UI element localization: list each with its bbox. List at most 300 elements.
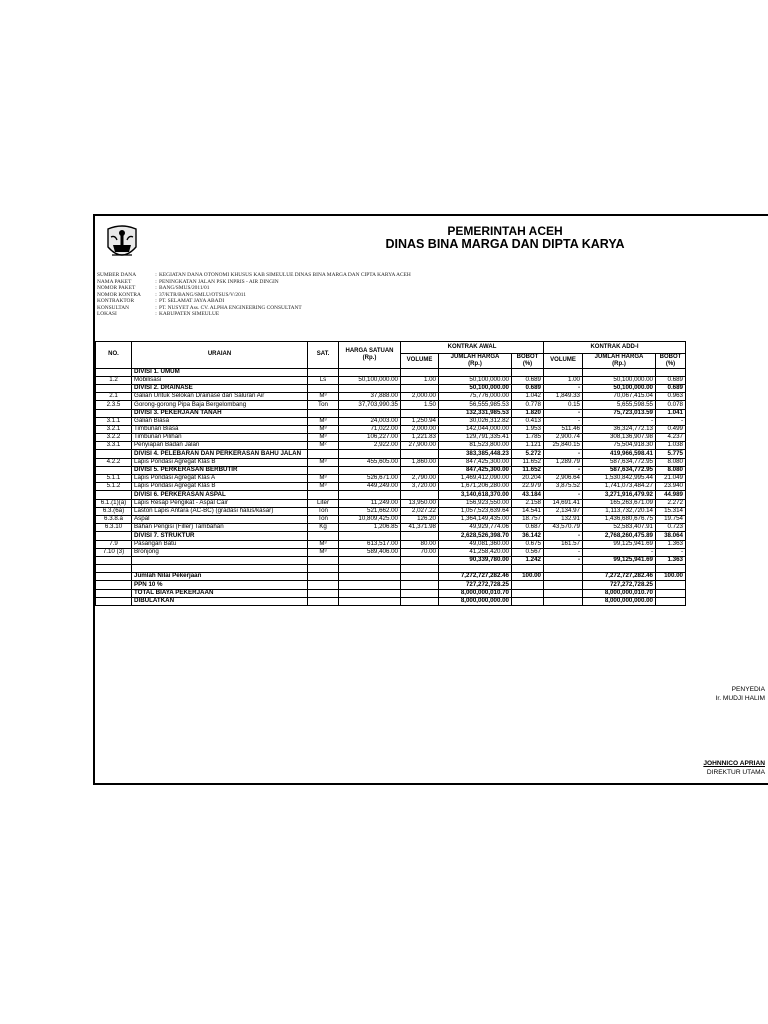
row-uraian-cell: DIVISI 5. PERKERASAN BERBUTIR bbox=[132, 466, 308, 474]
row-jumlah-awal-cell: 383,385,448.23 bbox=[439, 450, 512, 458]
row-uraian-cell: DIVISI 1. UMUM bbox=[132, 368, 308, 376]
row-jumlah-awal-cell: 56,555,985.53 bbox=[439, 401, 512, 409]
row-sat-cell: M² bbox=[308, 442, 339, 450]
row-uraian-cell: DIVISI 7. STRUKTUR bbox=[132, 532, 308, 540]
row-bobot-awal-cell: 14.541 bbox=[512, 507, 544, 515]
row-bobot-awal-cell: 43.184 bbox=[512, 491, 544, 499]
row-jumlah-add-cell: 75,504,918.30 bbox=[583, 442, 656, 450]
division-row bbox=[96, 368, 686, 376]
row-sat-cell bbox=[308, 532, 339, 540]
row-volume-add-cell: 2,134.97 bbox=[544, 507, 583, 515]
row-volume-add-cell: 132.91 bbox=[544, 515, 583, 523]
row-sat-cell bbox=[308, 384, 339, 392]
row-volume-awal-cell bbox=[401, 368, 439, 376]
division-row bbox=[96, 556, 686, 564]
row-jumlah-add-cell: 1,436,680,676.75 bbox=[583, 515, 656, 523]
row-volume-add-cell: 14,691.41 bbox=[544, 499, 583, 507]
row-volume-awal-cell bbox=[401, 556, 439, 564]
row-bobot-awal-cell: 11.652 bbox=[512, 458, 544, 466]
row-no-cell: 6.1.(1)(a) bbox=[96, 499, 132, 507]
row-volume-awal-cell bbox=[401, 589, 439, 597]
table-body bbox=[96, 368, 686, 605]
row-jumlah-add-cell: 587,634,772.95 bbox=[583, 458, 656, 466]
row-bobot-awal-cell: 5.272 bbox=[512, 450, 544, 458]
row-sat-cell: M³ bbox=[308, 458, 339, 466]
row-bobot-add-cell bbox=[656, 565, 686, 573]
row-no-cell: 3.1.1 bbox=[96, 417, 132, 425]
division-row bbox=[96, 491, 686, 499]
row-bobot-awal-cell: 0.689 bbox=[512, 376, 544, 384]
row-bobot-add-cell: 1.038 bbox=[656, 442, 686, 450]
row-no-cell bbox=[96, 450, 132, 458]
row-jumlah-awal-cell: 81,523,800.00 bbox=[439, 442, 512, 450]
row-jumlah-add-cell: 36,324,772.13 bbox=[583, 425, 656, 433]
division-row bbox=[96, 450, 686, 458]
row-jumlah-awal-cell bbox=[439, 565, 512, 573]
table-row bbox=[96, 393, 686, 401]
row-uraian-cell: DIVISI 2. DRAINASE bbox=[132, 384, 308, 392]
row-bobot-awal-cell: 20.204 bbox=[512, 475, 544, 483]
row-bobot-add-cell: - bbox=[656, 417, 686, 425]
header-bobot-label: BOBOT bbox=[659, 354, 682, 360]
row-volume-add-cell: 1,289.79 bbox=[544, 458, 583, 466]
row-jumlah-awal-cell: 75,776,000.00 bbox=[439, 393, 512, 401]
row-bobot-awal-cell bbox=[512, 581, 544, 589]
row-bobot-add-cell: 1.363 bbox=[656, 556, 686, 564]
row-bobot-add-cell: 38.064 bbox=[656, 532, 686, 540]
row-jumlah-add-cell: 727,272,728.25 bbox=[583, 581, 656, 589]
row-bobot-add-cell: 2.272 bbox=[656, 499, 686, 507]
table-row bbox=[96, 458, 686, 466]
row-bobot-add-cell: 0.499 bbox=[656, 425, 686, 433]
row-volume-awal-cell: 3,720.00 bbox=[401, 483, 439, 491]
row-jumlah-awal-cell bbox=[439, 368, 512, 376]
row-no-cell bbox=[96, 532, 132, 540]
row-bobot-awal-cell: 0.687 bbox=[512, 524, 544, 532]
row-sat-cell: M³ bbox=[308, 540, 339, 548]
row-uraian-cell: Penyiapan Badan Jalan bbox=[132, 442, 308, 450]
header-harga-satuan-unit: (Rp.) bbox=[362, 354, 377, 361]
row-no-cell bbox=[96, 589, 132, 597]
info-row: NOMOR KONTRA : 37/KTR/BANG/SMLU/OTSUS/V/2011 bbox=[97, 291, 246, 298]
signature-role: PENYEDIA bbox=[731, 686, 765, 693]
row-no-cell: 4.2.2 bbox=[96, 458, 132, 466]
table-row bbox=[96, 524, 686, 532]
row-harga-cell: 589,406.00 bbox=[339, 548, 401, 556]
row-no-cell bbox=[96, 581, 132, 589]
row-volume-awal-cell bbox=[401, 450, 439, 458]
row-bobot-awal-cell: 0.675 bbox=[512, 540, 544, 548]
signature-company: Ir. MUDJI HALIM bbox=[715, 695, 765, 702]
row-jumlah-add-cell: 587,634,772.95 bbox=[583, 466, 656, 474]
row-harga-cell: 37,703,990.35 bbox=[339, 401, 401, 409]
row-harga-cell: 449,249.00 bbox=[339, 483, 401, 491]
row-jumlah-awal-cell: 49,081,360.00 bbox=[439, 540, 512, 548]
row-volume-awal-cell bbox=[401, 384, 439, 392]
document-sheet bbox=[93, 214, 768, 785]
row-uraian-cell bbox=[132, 565, 308, 573]
row-bobot-add-cell: 8.080 bbox=[656, 466, 686, 474]
row-jumlah-awal-cell: 132,331,985.53 bbox=[439, 409, 512, 417]
row-uraian-cell: Lapis Pondasi Agregat Klas A bbox=[132, 475, 308, 483]
row-jumlah-awal-cell: 50,100,000.00 bbox=[439, 384, 512, 392]
row-jumlah-add-cell: 50,100,000.00 bbox=[583, 384, 656, 392]
row-jumlah-add-cell: - bbox=[583, 417, 656, 425]
info-value: PENINGKATAN JALAN PSK INPRIS - AIR DINGIN bbox=[159, 278, 279, 285]
row-sat-cell bbox=[308, 597, 339, 605]
row-bobot-add-cell bbox=[656, 581, 686, 589]
row-jumlah-add-cell: 419,966,598.41 bbox=[583, 450, 656, 458]
row-volume-add-cell bbox=[544, 581, 583, 589]
row-no-cell: 6.3.8.a bbox=[96, 515, 132, 523]
row-no-cell bbox=[96, 384, 132, 392]
row-bobot-awal-cell: 2.158 bbox=[512, 499, 544, 507]
row-bobot-add-cell: 0.078 bbox=[656, 401, 686, 409]
summary-row bbox=[96, 581, 686, 589]
row-bobot-add-cell: 19.754 bbox=[656, 515, 686, 523]
aceh-emblem-logo bbox=[104, 225, 140, 265]
header-jumlah-label: JUMLAH HARGA bbox=[450, 354, 500, 360]
row-bobot-awal-cell: 0.413 bbox=[512, 417, 544, 425]
row-uraian-cell: DIBULATKAN bbox=[132, 597, 308, 605]
row-harga-cell: 71,022.00 bbox=[339, 425, 401, 433]
row-uraian-cell: Jumlah Nilai Pekerjaan bbox=[132, 573, 308, 581]
row-jumlah-awal-cell: 2,628,526,398.70 bbox=[439, 532, 512, 540]
info-row: KONSULTAN : PT. NUSYET Ass. CV. ALPHA ENGINEERING CONSULTANT bbox=[97, 304, 302, 311]
row-jumlah-awal-cell: 847,425,300.00 bbox=[439, 458, 512, 466]
row-jumlah-awal-cell: 30,026,312.82 bbox=[439, 417, 512, 425]
header-volume: VOLUME bbox=[544, 354, 583, 369]
row-jumlah-awal-cell: 847,425,300.00 bbox=[439, 466, 512, 474]
row-sat-cell: Liter bbox=[308, 499, 339, 507]
row-no-cell: 3.2.1 bbox=[96, 425, 132, 433]
row-harga-cell bbox=[339, 532, 401, 540]
row-harga-cell bbox=[339, 589, 401, 597]
row-volume-awal-cell: 1.50 bbox=[401, 401, 439, 409]
row-jumlah-add-cell bbox=[583, 368, 656, 376]
row-volume-awal-cell bbox=[401, 597, 439, 605]
table-row bbox=[96, 417, 686, 425]
row-no-cell: 5.1.2 bbox=[96, 483, 132, 491]
row-volume-awal-cell bbox=[401, 466, 439, 474]
row-no-cell bbox=[96, 565, 132, 573]
row-uraian-cell: Bahan Pengisi (Filler) Tambahan bbox=[132, 524, 308, 532]
row-uraian-cell: Timbunan Biasa bbox=[132, 425, 308, 433]
division-row bbox=[96, 466, 686, 474]
row-jumlah-awal-cell: 49,929,774.06 bbox=[439, 524, 512, 532]
row-volume-add-cell bbox=[544, 589, 583, 597]
info-value: BANG/SMUS/2011/01 bbox=[159, 285, 210, 291]
row-volume-awal-cell bbox=[401, 565, 439, 573]
row-bobot-add-cell: 23.940 bbox=[656, 483, 686, 491]
row-sat-cell bbox=[308, 565, 339, 573]
header-kontrak-awal: KONTRAK AWAL bbox=[401, 342, 544, 354]
row-volume-add-cell: 1,849.33 bbox=[544, 393, 583, 401]
info-label: NOMOR PAKET bbox=[97, 285, 136, 291]
row-harga-cell bbox=[339, 409, 401, 417]
row-jumlah-awal-cell: 90,339,780.00 bbox=[439, 556, 512, 564]
info-label: NAMA PAKET bbox=[97, 278, 132, 285]
row-harga-cell bbox=[339, 491, 401, 499]
row-jumlah-awal-cell: 156,923,550.00 bbox=[439, 499, 512, 507]
table-row bbox=[96, 425, 686, 433]
row-volume-awal-cell bbox=[401, 532, 439, 540]
table-row bbox=[96, 499, 686, 507]
row-uraian-cell: DIVISI 3. PEKERJAAN TANAH bbox=[132, 409, 308, 417]
row-bobot-add-cell bbox=[656, 589, 686, 597]
row-sat-cell bbox=[308, 556, 339, 564]
header-bobot bbox=[512, 354, 544, 369]
row-jumlah-awal-cell: 1,671,206,280.00 bbox=[439, 483, 512, 491]
row-no-cell: 1.2 bbox=[96, 376, 132, 384]
row-jumlah-add-cell bbox=[583, 565, 656, 573]
row-volume-awal-cell bbox=[401, 409, 439, 417]
header-bobot-unit: (%) bbox=[665, 360, 676, 367]
row-uraian-cell: Pasangan Batu bbox=[132, 540, 308, 548]
row-harga-cell bbox=[339, 556, 401, 564]
row-sat-cell: M³ bbox=[308, 483, 339, 491]
division-row bbox=[96, 384, 686, 392]
row-volume-add-cell: 2,900.74 bbox=[544, 434, 583, 442]
row-jumlah-add-cell: 7,272,727,282.46 bbox=[583, 573, 656, 581]
row-sat-cell bbox=[308, 573, 339, 581]
header-volume: VOLUME bbox=[401, 354, 439, 369]
row-no-cell bbox=[96, 573, 132, 581]
row-no-cell: 5.1.1 bbox=[96, 475, 132, 483]
row-bobot-add-cell: 0.963 bbox=[656, 393, 686, 401]
row-volume-add-cell: - bbox=[544, 548, 583, 556]
row-uraian-cell: PPN 10 % bbox=[132, 581, 308, 589]
row-volume-awal-cell: 126.20 bbox=[401, 515, 439, 523]
info-value: 37/KTR/BANG/SMLU/OTSUS/V/2011 bbox=[159, 291, 246, 298]
row-sat-cell: Kg bbox=[308, 524, 339, 532]
row-volume-add-cell: 161.57 bbox=[544, 540, 583, 548]
row-volume-add-cell: 1.00 bbox=[544, 376, 583, 384]
table-row bbox=[96, 483, 686, 491]
row-harga-cell: 24,003.00 bbox=[339, 417, 401, 425]
row-uraian-cell: DIVISI 6. PERKERASAN ASPAL bbox=[132, 491, 308, 499]
table-row bbox=[96, 475, 686, 483]
info-row: LOKASI : KABUPATEN SIMEULUE bbox=[97, 311, 220, 317]
row-jumlah-awal-cell: 3,140,618,370.00 bbox=[439, 491, 512, 499]
row-harga-cell bbox=[339, 581, 401, 589]
row-volume-awal-cell: 2,027.22 bbox=[401, 507, 439, 515]
row-volume-awal-cell: 1,860.00 bbox=[401, 458, 439, 466]
row-uraian-cell: Mobilisasi bbox=[132, 376, 308, 384]
info-row: KONTRAKTOR : PT. SELAMAT JAYA ABADI bbox=[97, 298, 225, 304]
row-uraian-cell: Lapis Pondasi Agregat Klas B bbox=[132, 458, 308, 466]
row-harga-cell bbox=[339, 450, 401, 458]
row-sat-cell bbox=[308, 491, 339, 499]
row-no-cell: 2.3.5 bbox=[96, 401, 132, 409]
row-sat-cell: Ton bbox=[308, 515, 339, 523]
row-volume-awal-cell: 70.00 bbox=[401, 548, 439, 556]
row-bobot-awal-cell bbox=[512, 589, 544, 597]
row-sat-cell bbox=[308, 409, 339, 417]
header-uraian: URAIAN bbox=[132, 342, 308, 369]
signature-name: JOHNNICO APRIAN bbox=[703, 760, 765, 767]
table-row bbox=[96, 434, 686, 442]
row-volume-add-cell: 25,840.15 bbox=[544, 442, 583, 450]
header-kontrak-add: KONTRAK ADD-I bbox=[544, 342, 686, 354]
row-bobot-awal-cell: 1.242 bbox=[512, 556, 544, 564]
row-harga-cell bbox=[339, 384, 401, 392]
row-jumlah-add-cell: 165,263,671.09 bbox=[583, 499, 656, 507]
row-volume-add-cell: 0.15 bbox=[544, 401, 583, 409]
row-bobot-add-cell: 44.989 bbox=[656, 491, 686, 499]
row-volume-add-cell: 43,570.79 bbox=[544, 524, 583, 532]
table-row bbox=[96, 515, 686, 523]
row-jumlah-awal-cell: 1,364,149,435.00 bbox=[439, 515, 512, 523]
row-jumlah-add-cell: 5,655,598.55 bbox=[583, 401, 656, 409]
row-no-cell: 7.10 (3) bbox=[96, 548, 132, 556]
row-volume-add-cell: 3,875.52 bbox=[544, 483, 583, 491]
row-sat-cell bbox=[308, 589, 339, 597]
row-harga-cell: 50,100,000.00 bbox=[339, 376, 401, 384]
header-bobot-unit: (%) bbox=[522, 360, 533, 367]
row-volume-awal-cell: 1,250.94 bbox=[401, 417, 439, 425]
signature-title: DIREKTUR UTAMA bbox=[706, 769, 765, 776]
row-jumlah-add-cell: 70,067,415.04 bbox=[583, 393, 656, 401]
table-header bbox=[96, 342, 686, 369]
table-row bbox=[96, 442, 686, 450]
row-volume-awal-cell: 2,790.00 bbox=[401, 475, 439, 483]
row-jumlah-add-cell: 3,271,916,479.92 bbox=[583, 491, 656, 499]
row-bobot-awal-cell: 0.778 bbox=[512, 401, 544, 409]
row-no-cell bbox=[96, 368, 132, 376]
row-bobot-add-cell bbox=[656, 368, 686, 376]
row-jumlah-awal-cell: 1,057,523,639.64 bbox=[439, 507, 512, 515]
row-sat-cell bbox=[308, 450, 339, 458]
row-uraian-cell bbox=[132, 556, 308, 564]
row-sat-cell: M³ bbox=[308, 393, 339, 401]
info-row: NAMA PAKET : PENINGKATAN JALAN PSK INPRIS - AIR DINGIN bbox=[97, 278, 279, 285]
header-harga-satuan-label: HARGA SATUAN bbox=[345, 348, 394, 354]
info-value: KEGIATAN DANA OTONOMI KHUSUS KAB SIMEULUE DINAS BINA MARGA DAN CIPTA KARYA ACEH bbox=[159, 272, 411, 278]
division-row bbox=[96, 409, 686, 417]
row-volume-add-cell: - bbox=[544, 384, 583, 392]
row-volume-add-cell: - bbox=[544, 556, 583, 564]
row-jumlah-add-cell: 1,530,842,995.44 bbox=[583, 475, 656, 483]
row-volume-add-cell bbox=[544, 597, 583, 605]
row-jumlah-awal-cell: 727,272,728.25 bbox=[439, 581, 512, 589]
row-uraian-cell: Timbunan Pilihan bbox=[132, 434, 308, 442]
table-row bbox=[96, 540, 686, 548]
row-volume-awal-cell bbox=[401, 581, 439, 589]
row-sat-cell: M³ bbox=[308, 417, 339, 425]
table-row bbox=[96, 401, 686, 409]
info-row: SUMBER DANA : KEGIATAN DANA OTONOMI KHUSUS KAB SIMEULUE DINAS BINA MARGA DAN CIPTA KARYA ACEH bbox=[97, 272, 411, 278]
row-no-cell bbox=[96, 466, 132, 474]
row-volume-awal-cell: 2,000.00 bbox=[401, 425, 439, 433]
row-bobot-awal-cell: 1.785 bbox=[512, 434, 544, 442]
row-sat-cell: M³ bbox=[308, 434, 339, 442]
row-volume-awal-cell: 27,900.00 bbox=[401, 442, 439, 450]
row-sat-cell bbox=[308, 466, 339, 474]
header-bobot-label: BOBOT bbox=[516, 354, 539, 360]
row-bobot-add-cell: 21.049 bbox=[656, 475, 686, 483]
row-no-cell: 3.3.1 bbox=[96, 442, 132, 450]
header-jumlah-unit: (Rp.) bbox=[468, 360, 482, 367]
row-uraian-cell: Lapis Pondasi Agregat Klas B bbox=[132, 483, 308, 491]
row-bobot-awal-cell: 0.689 bbox=[512, 384, 544, 392]
row-bobot-add-cell: 0.689 bbox=[656, 376, 686, 384]
row-volume-add-cell bbox=[544, 368, 583, 376]
row-uraian-cell: Gorong-gorong Pipa Baja Bergelombang bbox=[132, 401, 308, 409]
summary-row bbox=[96, 589, 686, 597]
row-volume-add-cell: 2,906.64 bbox=[544, 475, 583, 483]
row-volume-awal-cell: 2,000.00 bbox=[401, 393, 439, 401]
row-jumlah-add-cell: 2,768,260,475.89 bbox=[583, 532, 656, 540]
row-jumlah-awal-cell: 8,000,000,000.00 bbox=[439, 597, 512, 605]
row-harga-cell bbox=[339, 573, 401, 581]
row-jumlah-awal-cell: 50,100,000.00 bbox=[439, 376, 512, 384]
row-harga-cell bbox=[339, 597, 401, 605]
row-no-cell: 7.9 bbox=[96, 540, 132, 548]
row-jumlah-awal-cell: 129,791,335.41 bbox=[439, 434, 512, 442]
row-sat-cell: Ton bbox=[308, 401, 339, 409]
row-volume-awal-cell: 13,950.00 bbox=[401, 499, 439, 507]
row-jumlah-awal-cell: 1,469,412,090.00 bbox=[439, 475, 512, 483]
row-bobot-awal-cell: 11.652 bbox=[512, 466, 544, 474]
row-jumlah-add-cell: 52,583,407.91 bbox=[583, 524, 656, 532]
header-jumlah-harga bbox=[439, 354, 512, 369]
row-jumlah-add-cell: 8,000,000,010.70 bbox=[583, 589, 656, 597]
row-bobot-awal-cell bbox=[512, 565, 544, 573]
row-bobot-add-cell: 1.041 bbox=[656, 409, 686, 417]
row-sat-cell: Ton bbox=[308, 507, 339, 515]
row-sat-cell: Ls bbox=[308, 376, 339, 384]
row-jumlah-awal-cell: 8,000,000,010.70 bbox=[439, 589, 512, 597]
row-volume-awal-cell: 41,371.98 bbox=[401, 524, 439, 532]
row-jumlah-add-cell: 8,000,000,000.00 bbox=[583, 597, 656, 605]
row-jumlah-add-cell: 308,136,907.98 bbox=[583, 434, 656, 442]
row-harga-cell: 2,922.00 bbox=[339, 442, 401, 450]
row-no-cell bbox=[96, 491, 132, 499]
row-volume-add-cell: - bbox=[544, 466, 583, 474]
row-harga-cell: 521,662.00 bbox=[339, 507, 401, 515]
row-no-cell bbox=[96, 556, 132, 564]
header-jumlah-label: JUMLAH HARGA bbox=[594, 354, 644, 360]
row-jumlah-add-cell: 1,113,732,720.14 bbox=[583, 507, 656, 515]
row-jumlah-add-cell: 1,741,073,484.27 bbox=[583, 483, 656, 491]
row-volume-add-cell bbox=[544, 573, 583, 581]
row-bobot-add-cell: 4.237 bbox=[656, 434, 686, 442]
row-harga-cell: 10,809,425.00 bbox=[339, 515, 401, 523]
row-bobot-awal-cell: 18.757 bbox=[512, 515, 544, 523]
row-volume-add-cell: - bbox=[544, 409, 583, 417]
row-uraian-cell: DIVISI 4. PELEBARAN DAN PERKERASAN BAHU JALAN bbox=[132, 450, 308, 458]
row-bobot-add-cell: 15.314 bbox=[656, 507, 686, 515]
row-jumlah-add-cell: - bbox=[583, 548, 656, 556]
row-uraian-cell: Galian Untuk Selokan Drainase dan Saluran Air bbox=[132, 393, 308, 401]
info-value: PT. NUSYET Ass. CV. ALPHA ENGINEERING CONSULTANT bbox=[159, 304, 302, 311]
row-harga-cell: 106,227.00 bbox=[339, 434, 401, 442]
info-value: KABUPATEN SIMEULUE bbox=[159, 311, 220, 317]
row-bobot-add-cell: 0.689 bbox=[656, 384, 686, 392]
row-jumlah-add-cell: 99,125,941.69 bbox=[583, 540, 656, 548]
row-jumlah-add-cell: 99,125,941.69 bbox=[583, 556, 656, 564]
row-harga-cell: 455,605.00 bbox=[339, 458, 401, 466]
project-info-block bbox=[97, 272, 411, 318]
row-volume-add-cell: - bbox=[544, 532, 583, 540]
row-jumlah-add-cell: 75,723,013.59 bbox=[583, 409, 656, 417]
row-harga-cell: 1,206.85 bbox=[339, 524, 401, 532]
info-label: LOKASI bbox=[97, 311, 117, 317]
row-harga-cell bbox=[339, 368, 401, 376]
row-volume-add-cell bbox=[544, 565, 583, 573]
row-volume-awal-cell: 1.00 bbox=[401, 376, 439, 384]
